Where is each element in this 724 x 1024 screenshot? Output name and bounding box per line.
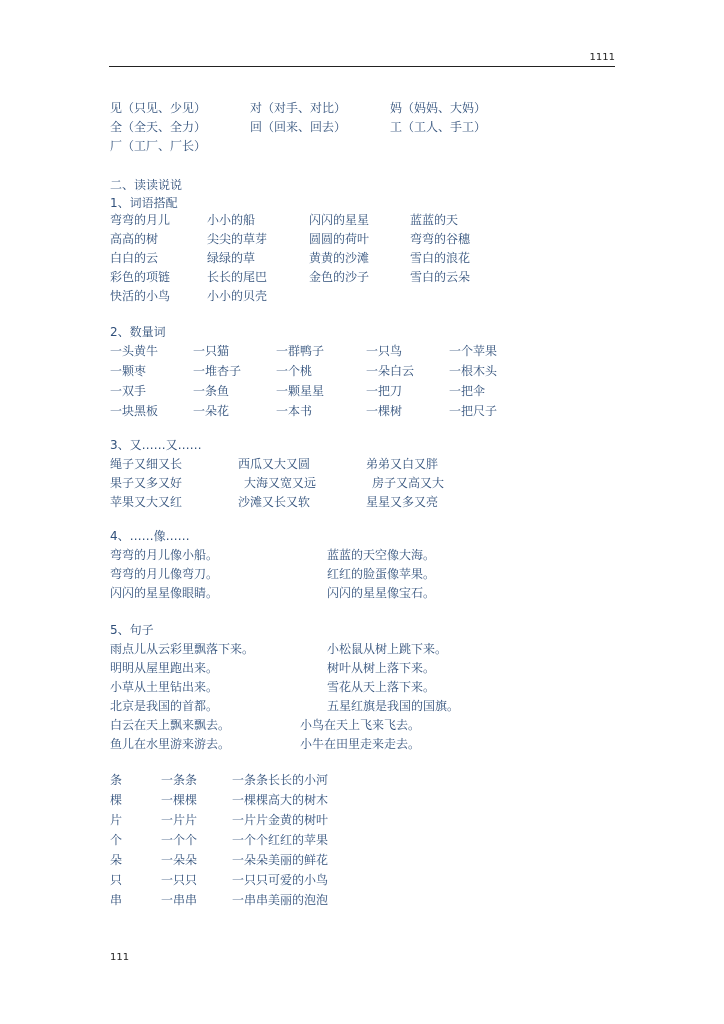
measure-word-row-cell: 一个苹果 xyxy=(449,344,498,358)
word-pairing-row-cell: 高高的树 xyxy=(110,232,159,246)
measure-word-row-cell: 一颗星星 xyxy=(276,384,325,398)
simile-row-cell: 弯弯的月儿像小船。 xyxy=(110,548,219,562)
measure-word-row-cell: 一堆杏子 xyxy=(193,364,242,378)
sentence-row-cell: 树叶从树上落下来。 xyxy=(327,661,436,675)
measure-word-row-cell: 一把尺子 xyxy=(449,404,498,418)
simile-row-cell: 红红的脸蛋像苹果。 xyxy=(327,567,436,581)
simile-row-cell: 弯弯的月儿像弯刀。 xyxy=(110,567,219,581)
footer-page-number: 111 xyxy=(110,952,130,963)
you-you-row-cell: 绳子又细又长 xyxy=(110,457,183,471)
word-group-row-cell: 厂（工厂、厂长） xyxy=(110,139,207,153)
reduplication-row-cell: 一朵朵美丽的鲜花 xyxy=(232,853,329,867)
word-group-row-cell: 妈（妈妈、大妈） xyxy=(390,101,487,115)
reduplication-row-cell: 串 xyxy=(110,893,123,907)
word-pairing-row-cell: 蓝蓝的天 xyxy=(410,213,459,227)
sentence-row-cell: 雪花从天上落下来。 xyxy=(327,680,436,694)
reduplication-row-cell: 棵 xyxy=(110,793,123,807)
simile-row-cell: 闪闪的星星像宝石。 xyxy=(327,586,436,600)
measure-word-row-cell: 一双手 xyxy=(110,384,147,398)
part-3-title: 3、又……又…… xyxy=(110,438,202,452)
simile-row-cell: 蓝蓝的天空像大海。 xyxy=(327,548,436,562)
reduplication-row-cell: 一条条 xyxy=(161,773,198,787)
measure-word-row-cell: 一棵树 xyxy=(366,404,403,418)
measure-word-row-cell: 一条鱼 xyxy=(193,384,230,398)
reduplication-row-cell: 个 xyxy=(110,833,123,847)
word-pairing-row-cell: 绿绿的草 xyxy=(207,251,256,265)
reduplication-row-cell: 朵 xyxy=(110,853,123,867)
you-you-row-cell: 西瓜又大又圆 xyxy=(238,457,311,471)
word-pairing-row-cell: 圆圆的荷叶 xyxy=(309,232,370,246)
word-pairing-row-cell: 雪白的云朵 xyxy=(410,270,471,284)
part-2-title: 2、数量词 xyxy=(110,325,166,339)
reduplication-row-cell: 一串串 xyxy=(161,893,198,907)
sentence-row-cell: 小松鼠从树上跳下来。 xyxy=(327,642,448,656)
reduplication-row-cell: 一只只可爱的小鸟 xyxy=(232,873,329,887)
reduplication-row-cell: 一串串美丽的泡泡 xyxy=(232,893,329,907)
you-you-row-cell: 苹果又大又红 xyxy=(110,495,183,509)
you-you-row-cell: 弟弟又白又胖 xyxy=(366,457,439,471)
word-pairing-row-cell: 黄黄的沙滩 xyxy=(309,251,370,265)
word-pairing-row-cell: 小小的贝壳 xyxy=(207,289,268,303)
you-you-row-cell: 星星又多又亮 xyxy=(366,495,439,509)
reduplication-row-cell: 一棵棵 xyxy=(161,793,198,807)
reduplication-row-cell: 条 xyxy=(110,773,123,787)
reduplication-row-cell: 一个个红红的苹果 xyxy=(232,833,329,847)
word-pairing-row-cell: 金色的沙子 xyxy=(309,270,370,284)
sentence-row-cell: 明明从屋里跑出来。 xyxy=(110,661,219,675)
you-you-row-cell: 大海又宽又远 xyxy=(244,476,317,490)
word-group-row-cell: 回（回来、回去） xyxy=(250,120,347,134)
reduplication-row-cell: 一片片金黄的树叶 xyxy=(232,813,329,827)
reduplication-row-cell: 片 xyxy=(110,813,123,827)
measure-word-row-cell: 一头黄牛 xyxy=(110,344,159,358)
measure-word-row-cell: 一把刀 xyxy=(366,384,403,398)
reduplication-row-cell: 一棵棵高大的树木 xyxy=(232,793,329,807)
word-group-row-cell: 见（只见、少见） xyxy=(110,101,207,115)
word-pairing-row-cell: 小小的船 xyxy=(207,213,256,227)
word-pairing-row-cell: 弯弯的谷穗 xyxy=(410,232,471,246)
part-5-title: 5、句子 xyxy=(110,623,154,637)
word-pairing-row-cell: 白白的云 xyxy=(110,251,159,265)
you-you-row-cell: 沙滩又长又软 xyxy=(238,495,311,509)
word-pairing-row-cell: 雪白的浪花 xyxy=(410,251,471,265)
sentence-row-cell: 小草从土里钻出来。 xyxy=(110,680,219,694)
sentence-row-cell: 北京是我国的首都。 xyxy=(110,699,219,713)
reduplication-row-cell: 一朵朵 xyxy=(161,853,198,867)
measure-word-row-cell: 一颗枣 xyxy=(110,364,147,378)
word-group-row-cell: 对（对手、对比） xyxy=(250,101,347,115)
measure-word-row-cell: 一根木头 xyxy=(449,364,498,378)
you-you-row-cell: 房子又高又大 xyxy=(372,476,445,490)
word-group-row-cell: 工（工人、手工） xyxy=(390,120,487,134)
measure-word-row-cell: 一群鸭子 xyxy=(276,344,325,358)
header-rule xyxy=(109,66,615,67)
measure-word-row-cell: 一块黑板 xyxy=(110,404,159,418)
section-2-title: 二、读读说说 xyxy=(110,178,183,192)
reduplication-row-cell: 只 xyxy=(110,873,123,887)
sentence-row-cell: 小鸟在天上飞来飞去。 xyxy=(300,718,421,732)
simile-row-cell: 闪闪的星星像眼睛。 xyxy=(110,586,219,600)
word-pairing-row-cell: 快活的小鸟 xyxy=(110,289,171,303)
word-pairing-row-cell: 彩色的项链 xyxy=(110,270,171,284)
word-pairing-row-cell: 长长的尾巴 xyxy=(207,270,268,284)
measure-word-row-cell: 一本书 xyxy=(276,404,313,418)
measure-word-row-cell: 一朵白云 xyxy=(366,364,415,378)
part-1-title: 1、词语搭配 xyxy=(110,196,178,210)
reduplication-row-cell: 一个个 xyxy=(161,833,198,847)
sentence-row-cell: 雨点儿从云彩里飘落下来。 xyxy=(110,642,255,656)
measure-word-row-cell: 一把伞 xyxy=(449,384,486,398)
word-pairing-row-cell: 闪闪的星星 xyxy=(309,213,370,227)
word-group-row-cell: 全（全天、全力） xyxy=(110,120,207,134)
reduplication-row-cell: 一只只 xyxy=(161,873,198,887)
you-you-row-cell: 果子又多又好 xyxy=(110,476,183,490)
word-pairing-row-cell: 弯弯的月儿 xyxy=(110,213,171,227)
word-pairing-row-cell: 尖尖的草芽 xyxy=(207,232,268,246)
sentence-row-cell: 五星红旗是我国的国旗。 xyxy=(327,699,460,713)
sentence-row-cell: 小牛在田里走来走去。 xyxy=(300,737,421,751)
measure-word-row-cell: 一只猫 xyxy=(193,344,230,358)
sentence-row-cell: 白云在天上飘来飘去。 xyxy=(110,718,231,732)
reduplication-row-cell: 一条条长长的小河 xyxy=(232,773,329,787)
reduplication-row-cell: 一片片 xyxy=(161,813,198,827)
measure-word-row-cell: 一朵花 xyxy=(193,404,230,418)
sentence-row-cell: 鱼儿在水里游来游去。 xyxy=(110,737,231,751)
measure-word-row-cell: 一个桃 xyxy=(276,364,313,378)
header-page-number: 1111 xyxy=(589,52,615,63)
measure-word-row-cell: 一只鸟 xyxy=(366,344,403,358)
part-4-title: 4、……像…… xyxy=(110,529,190,543)
